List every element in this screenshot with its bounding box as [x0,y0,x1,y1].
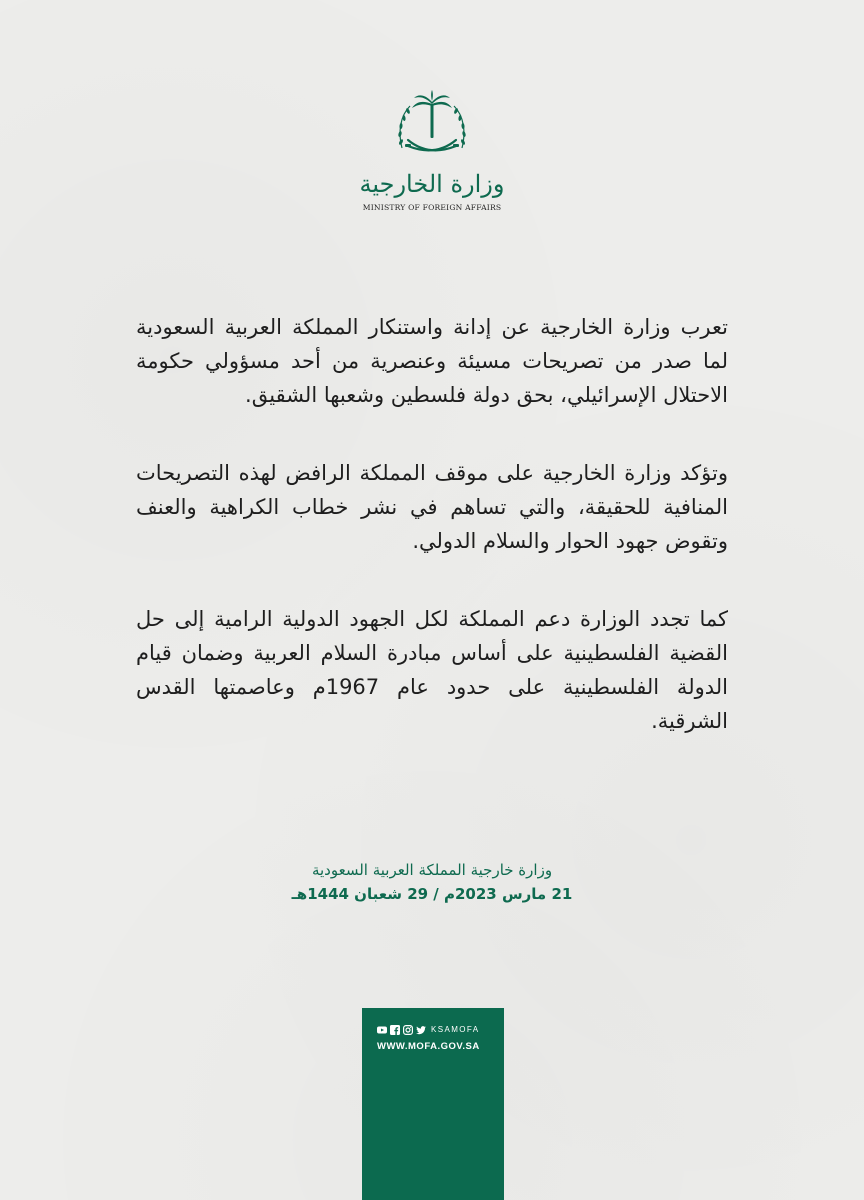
statement-paragraph: تعرب وزارة الخارجية عن إدانة واستنكار المملكة العربية السعودية لما صدر من تصريحات مسيئة وعنصرية من أحد مسؤولي حكومة الاحتلال الإسرائيلي، بحق دولة فلسطين وشعبها الشقيق. [136,315,728,407]
letterhead [0,88,864,218]
signature-organization: وزارة خارجية المملكة العربية السعودية [311,861,553,879]
statement-paragraph: كما تجدد الوزارة دعم المملكة لكل الجهود الدولية الرامية إلى حل القضية الفلسطينية على أساس مبادرة السلام العربية وضمان قيام الدولة الفلسطينية على حدود عام 1967م وعاصمتها القدس الشرقية. [136,607,728,733]
statement-body [136,310,728,738]
signature-block [0,858,864,906]
twitter-icon[interactable] [416,1025,426,1035]
statement-paragraph: وتؤكد وزارة الخارجية على موقف المملكة الرافض لهذه التصريحات المنافية للحقيقة، والتي تساهم في نشر خطاب الكراهية والعنف وتقوض جهود الحوار والسلام الدولي. [136,461,728,553]
signature-date: 21 مارس 2023م / 29 شعبان 1444هـ [291,885,573,903]
youtube-icon[interactable] [377,1025,387,1035]
footer-contact-box [362,1008,504,1200]
social-links [377,1024,479,1036]
ministry-logo-arabic: وزارة الخارجية [359,170,505,198]
social-handle: KSAMOFA [431,1025,480,1034]
ministry-logo-english: MINISTRY OF FOREIGN AFFAIRS [362,203,502,212]
saudi-palm-swords-emblem-icon [392,88,472,168]
instagram-icon[interactable] [403,1025,413,1035]
website-link[interactable]: WWW.MOFA.GOV.SA [377,1041,480,1052]
facebook-icon[interactable] [390,1025,400,1035]
